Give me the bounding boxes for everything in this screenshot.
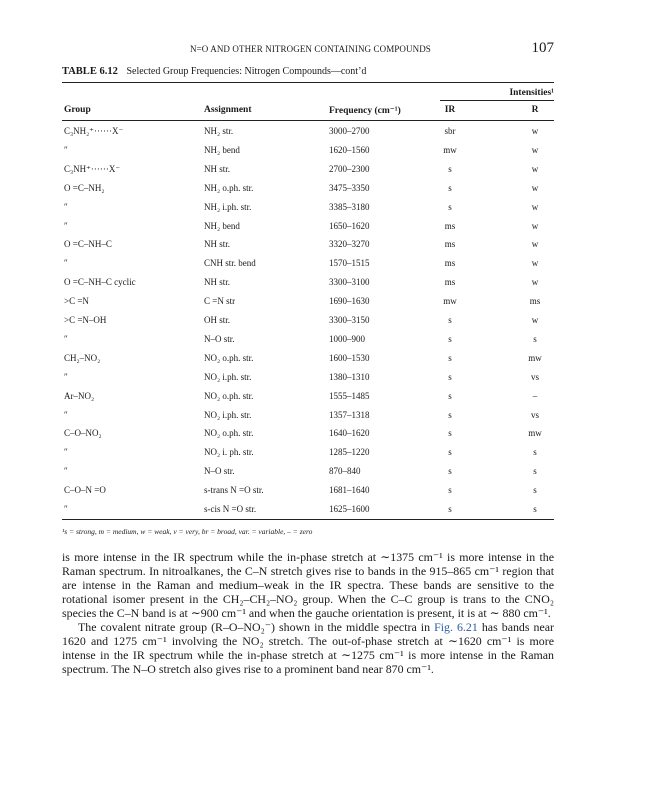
cell-ir: mw <box>443 144 457 155</box>
cell-ir: ms <box>444 220 456 231</box>
cell-frequency: 1625–1600 <box>329 504 370 515</box>
cell-frequency: 1000–900 <box>329 333 365 344</box>
table-row <box>62 330 554 349</box>
cell-ir: s <box>448 447 452 458</box>
table-row <box>62 292 554 311</box>
cell-group: C₃NH₂⁺······X⁻ <box>64 126 124 136</box>
table-row <box>62 387 554 406</box>
cell-assignment: CNH str. bend <box>204 258 256 269</box>
cell-assignment: NO₂ i.ph. str. <box>204 409 252 420</box>
cell-assignment: NO₂ o.ph. str. <box>204 428 254 439</box>
cell-r: – <box>532 390 538 401</box>
cell-ir: s <box>448 352 452 363</box>
cell-group: >C =N <box>64 296 89 307</box>
cell-assignment: NH₂ str. <box>204 126 234 136</box>
cell-frequency: 1570–1515 <box>329 258 370 269</box>
table-row <box>62 122 554 141</box>
cell-ir: ms <box>444 239 456 250</box>
running-head <box>62 41 554 61</box>
table-row <box>62 424 554 443</box>
intensities-header: Intensities¹ <box>509 88 554 98</box>
paragraph-text: The covalent nitrate group (R–O–NO₂⁻) shown in the middle spectra in <box>78 620 435 634</box>
cell-group: >C =N–OH <box>64 315 107 326</box>
cell-assignment: N–O str. <box>204 333 235 344</box>
table-row <box>62 462 554 481</box>
cell-r: w <box>531 239 539 250</box>
cell-assignment: NH₂ bend <box>204 144 240 155</box>
cell-group: Ar–NO₂ <box>64 390 95 401</box>
table-row <box>62 311 554 330</box>
cell-assignment: NO₂ o.ph. str. <box>204 390 254 401</box>
cell-assignment: C =N str <box>204 296 236 307</box>
cell-ir: s <box>448 485 452 496</box>
cell-assignment: N–O str. <box>204 466 235 477</box>
cell-frequency: 1690–1630 <box>329 296 370 307</box>
cell-ir: s <box>448 390 452 401</box>
cell-group: ″ <box>64 447 68 458</box>
cell-frequency: 3385–3180 <box>329 201 370 212</box>
cell-group: ″ <box>64 201 68 212</box>
cell-r: s <box>533 333 537 344</box>
paragraph-text: has bands near 1620 and 1275 cm⁻¹ involving the NO₂ stretch. The out-of-phase stretch at ∼1620 cm⁻¹ is more intense in the IR spectrum while the in-phase stretch at ∼1275 cm⁻¹ is more intense in the Raman spectrum. The N–O stretch also gives rise to a prominent band near 870 cm⁻¹. <box>62 620 554 676</box>
cell-ir: mw <box>443 296 457 307</box>
cell-group: ″ <box>64 371 68 382</box>
cell-group: C–O–N =O <box>64 485 106 496</box>
cell-group: ″ <box>64 504 68 515</box>
table-footnote: ¹s = strong, m = medium, w = weak, v = very, br = broad, var. = variable, – = zero <box>62 527 313 536</box>
cell-frequency: 3475–3350 <box>329 182 370 193</box>
table-row <box>62 235 554 254</box>
cell-ir: s <box>448 201 452 212</box>
table-row <box>62 179 554 198</box>
cell-ir: s <box>448 333 452 344</box>
cell-r: mw <box>528 352 542 363</box>
column-header-assignment: Assignment <box>204 105 252 115</box>
cell-ir: s <box>448 504 452 515</box>
cell-frequency: 1650–1620 <box>329 220 370 231</box>
cell-frequency: 2700–2300 <box>329 163 370 174</box>
cell-r: w <box>531 258 539 269</box>
table-row <box>62 443 554 462</box>
table-row <box>62 481 554 500</box>
cell-group: C–O–NO₂ <box>64 428 102 439</box>
cell-group: ″ <box>64 144 68 155</box>
column-header-r: R <box>531 105 539 115</box>
table-row <box>62 368 554 387</box>
cell-group: ″ <box>64 466 68 477</box>
cell-r: vs <box>530 409 539 420</box>
figure-link[interactable]: Fig. 6.21 <box>434 620 478 634</box>
cell-frequency: 870–840 <box>329 466 361 477</box>
cell-assignment: NH₂ bend <box>204 220 240 231</box>
cell-group: ″ <box>64 258 68 269</box>
cell-r: w <box>531 163 539 174</box>
cell-group: ″ <box>64 220 68 231</box>
cell-r: w <box>531 126 539 136</box>
cell-group: O =C–NH₂ <box>64 182 105 193</box>
cell-r: s <box>533 504 537 515</box>
cell-ir: s <box>448 371 452 382</box>
table-row <box>62 254 554 273</box>
cell-ir: s <box>448 182 452 193</box>
cell-ir: s <box>448 409 452 420</box>
cell-r: w <box>531 315 539 326</box>
cell-group: O =C–NH–C <box>64 239 112 250</box>
cell-r: s <box>533 485 537 496</box>
cell-ir: ms <box>444 277 456 288</box>
table-header-rule <box>62 120 554 121</box>
cell-r: w <box>531 220 539 231</box>
cell-frequency: 3320–3270 <box>329 239 370 250</box>
table-top-rule <box>62 82 554 83</box>
table-row <box>62 273 554 292</box>
cell-r: mw <box>528 428 542 439</box>
column-header-group: Group <box>64 105 91 115</box>
table-caption-text: Selected Group Frequencies: Nitrogen Compounds—cont’d <box>126 66 367 77</box>
column-header-ir: IR <box>444 105 456 115</box>
table-bottom-rule <box>62 519 554 520</box>
cell-assignment: NH₂ i.ph. str. <box>204 201 252 212</box>
cell-frequency: 1681–1640 <box>329 485 370 496</box>
body-text <box>62 550 554 676</box>
cell-frequency: 1555–1485 <box>329 390 370 401</box>
cell-ir: s <box>448 163 452 174</box>
running-title: N=O AND OTHER NITROGEN CONTAINING COMPOUNDS <box>190 44 431 54</box>
table-caption <box>62 66 366 77</box>
cell-group: O =C–NH–C cyclic <box>64 277 136 288</box>
cell-frequency: 3300–3150 <box>329 315 370 326</box>
cell-assignment: NH str. <box>204 277 231 288</box>
cell-assignment: NH str. <box>204 163 231 174</box>
cell-group: C₃NH⁺······X⁻ <box>64 163 121 174</box>
cell-ir: ms <box>444 258 456 269</box>
table-row <box>62 406 554 425</box>
table-row <box>62 217 554 236</box>
cell-assignment: s-cis N =O str. <box>204 504 257 515</box>
cell-r: w <box>531 277 539 288</box>
cell-group: CH₂–NO₂ <box>64 352 101 363</box>
cell-frequency: 1380–1310 <box>329 371 370 382</box>
table-row <box>62 198 554 217</box>
body-paragraph: is more intense in the IR spectrum while the in-phase stretch at ∼1375 cm⁻¹ is more intense in the Raman spectrum. In nitroalkanes, the C–N stretch gives rise to bands in the 915–865 cm⁻¹ region that are intense in the Raman and medium–weak in the IR spectra. These bands are sensitive to the rotational isomer present in the CH₂–CH₂–NO₂ group. When the C–C group is trans to the CNO₂ species the C–N band is at ∼900 cm⁻¹ and when the gauche orientation is present, it is at ∼ 880 cm⁻¹. <box>62 550 554 620</box>
cell-frequency: 1285–1220 <box>329 447 370 458</box>
cell-assignment: NH str. <box>204 239 231 250</box>
cell-frequency: 3300–3100 <box>329 277 370 288</box>
cell-r: vs <box>530 371 539 382</box>
table-caption-number: TABLE 6.12 <box>62 66 118 77</box>
table-row <box>62 141 554 160</box>
cell-group: ″ <box>64 333 68 344</box>
cell-group: ″ <box>64 409 68 420</box>
cell-r: s <box>533 466 537 477</box>
page-number: 107 <box>531 40 554 56</box>
cell-assignment: NO₂ i.ph. str. <box>204 371 252 382</box>
table-row <box>62 160 554 179</box>
cell-r: w <box>531 182 539 193</box>
cell-assignment: NO₂ i. ph. str. <box>204 447 254 458</box>
cell-assignment: NO₂ o.ph. str. <box>204 352 254 363</box>
cell-assignment: OH str. <box>204 315 231 326</box>
intensities-rule <box>440 100 554 101</box>
cell-r: ms <box>529 296 541 307</box>
cell-frequency: 1620–1560 <box>329 144 370 155</box>
cell-frequency: 1640–1620 <box>329 428 370 439</box>
cell-assignment: NH₂ o.ph. str. <box>204 182 254 193</box>
cell-ir: s <box>448 466 452 477</box>
cell-assignment: s-trans N =O str. <box>204 485 264 496</box>
table-row <box>62 500 554 519</box>
cell-r: w <box>531 201 539 212</box>
cell-frequency: 1600–1530 <box>329 352 370 363</box>
column-header-frequency: Frequency (cm⁻¹) <box>329 106 401 116</box>
body-paragraph <box>62 620 554 676</box>
cell-r: s <box>533 447 537 458</box>
cell-frequency: 3000–2700 <box>329 126 370 136</box>
cell-r: w <box>531 144 539 155</box>
cell-ir: s <box>448 428 452 439</box>
cell-frequency: 1357–1318 <box>329 409 370 420</box>
table-row <box>62 349 554 368</box>
cell-ir: s <box>448 315 452 326</box>
cell-ir: sbr <box>444 126 456 136</box>
